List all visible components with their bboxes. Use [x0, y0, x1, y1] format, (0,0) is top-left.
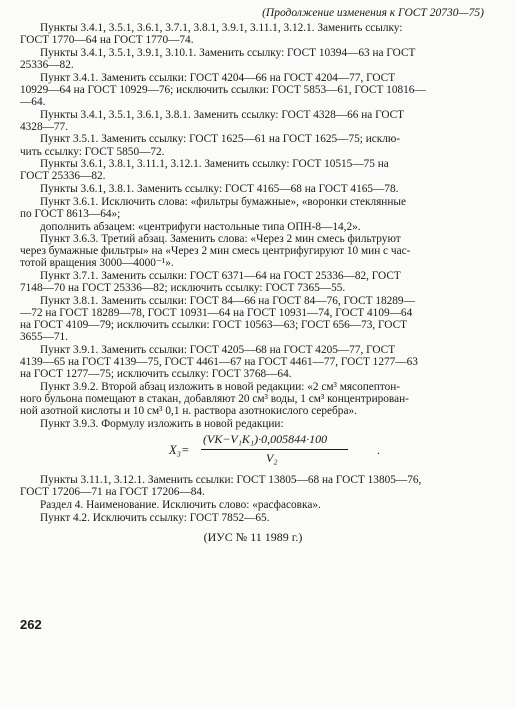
paragraph: Пункт 3.5.1. Заменить ссылку: ГОСТ 1625—61 на ГОСТ 1625—75; исклю- чить ссылку: ГОСТ 5850—72. [20, 133, 401, 158]
fraction-bar [201, 449, 348, 450]
paragraph: Пункт 3.6.1. Исключить слова: «фильтры бумажные», «воронки стеклянные по ГОСТ 8613—64»; [20, 195, 407, 220]
formula-end: . [377, 443, 380, 458]
paragraph: Пункты 3.4.1, 3.5.1, 3.6.1, 3.7.1, 3.8.1, 3.9.1, 3.11.1, 3.12.1. Заменить ссылку: ГОСТ 1770—64 на ГОСТ 1770—74. [20, 22, 403, 47]
paragraph: Пункт 3.7.1. Заменить ссылки: ГОСТ 6371—64 на ГОСТ 25336—82, ГОСТ 7148—70 на ГОСТ 25336—82; исключить ссылку: ГОСТ 7365—55. [20, 270, 401, 295]
running-header: (Продолжение изменения к ГОСТ 20730—75) [262, 7, 484, 19]
formula-numerator: (VK−V₁K₁)·0,005844·100 [203, 432, 328, 447]
paragraph: Пункты 3.4.1, 3.5.1, 3.9.1, 3.10.1. Заменить ссылку: ГОСТ 10394—63 на ГОСТ 25336—82. [20, 46, 416, 71]
paragraph: Пункт 3.6.3. Третий абзац. Заменить слова: «Через 2 мин смесь фильтруют через бумажные фильтры» на «Через 2 мин смесь центрифугируют 10 мин с час- тотой вращения 3000—4000⁻¹». [20, 233, 411, 270]
paragraph: Пункты 3.11.1, 3.12.1. Заменить ссылки: ГОСТ 13805—68 на ГОСТ 13805—76, ГОСТ 17206—71 на ГОСТ 17206—84. [20, 474, 422, 499]
page-number: 262 [20, 617, 42, 632]
paragraph: Пункты 3.6.1, 3.8.1, 3.11.1, 3.12.1. Заменить ссылку: ГОСТ 10515—75 на ГОСТ 25336—82. [20, 158, 389, 183]
paragraph: дополнить абзацем: «центрифуги настольные типа ОПН-8—14,2». [40, 220, 361, 233]
formula-denominator: V₂ [266, 451, 278, 466]
paragraph: Пункт 3.4.1. Заменить ссылки: ГОСТ 4204—66 на ГОСТ 4204—77, ГОСТ 10929—64 на ГОСТ 10929—76; исключить ссылки: ГОСТ 5853—61, ГОСТ 10816— —64. [20, 71, 426, 108]
paragraph: Пункт 3.9.2. Второй абзац изложить в новой редакции: «2 см³ мясопептон- ного бульона помещают в стакан, добавляют 20 см³ воды, 1 см³ концентрирован- ной азотной кислоты и 10 см³ 0,1 н. раствора азотнокислого серебра». [20, 381, 409, 418]
formula [20, 432, 486, 468]
formula-lhs: X₃= [169, 443, 190, 458]
paragraph: Пункт 3.9.1. Заменить ссылки: ГОСТ 4205—68 на ГОСТ 4205—77, ГОСТ 4139—65 на ГОСТ 4139—75, ГОСТ 4461—67 на ГОСТ 4461—77, ГОСТ 1277—63 на ГОСТ 1277—75; исключить ссылку: ГОСТ 3768—64. [20, 344, 418, 381]
paragraph: Пункт 3.9.3. Формулу изложить в новой редакции: [40, 418, 284, 430]
paragraph: Пункты 3.4.1, 3.5.1, 3.6.1, 3.8.1. Заменить ссылку: ГОСТ 4328—66 на ГОСТ 4328—77. [20, 108, 405, 133]
paragraph: Пункт 3.8.1. Заменить ссылки: ГОСТ 84—66 на ГОСТ 84—76, ГОСТ 18289— —72 на ГОСТ 18289—78, ГОСТ 10931—64 на ГОСТ 10931—74, ГОСТ 4109—64 на ГОСТ 4109—79; исключить ссылки: ГОСТ 10563—63; ГОСТ 656—73, ГОСТ 3655—71. [20, 294, 415, 344]
paragraph: Раздел 4. Наименование. Исключить слово: «расфасовка». [40, 498, 321, 511]
paragraph: Пункт 4.2. Исключить ссылку: ГОСТ 7852—65. [40, 511, 270, 524]
footer-note: (ИУС № 11 1989 г.) [203, 529, 303, 544]
document-body [20, 22, 486, 543]
paragraph: Пункты 3.6.1, 3.8.1. Заменить ссылку: ГОСТ 4165—68 на ГОСТ 4165—78. [40, 183, 399, 196]
